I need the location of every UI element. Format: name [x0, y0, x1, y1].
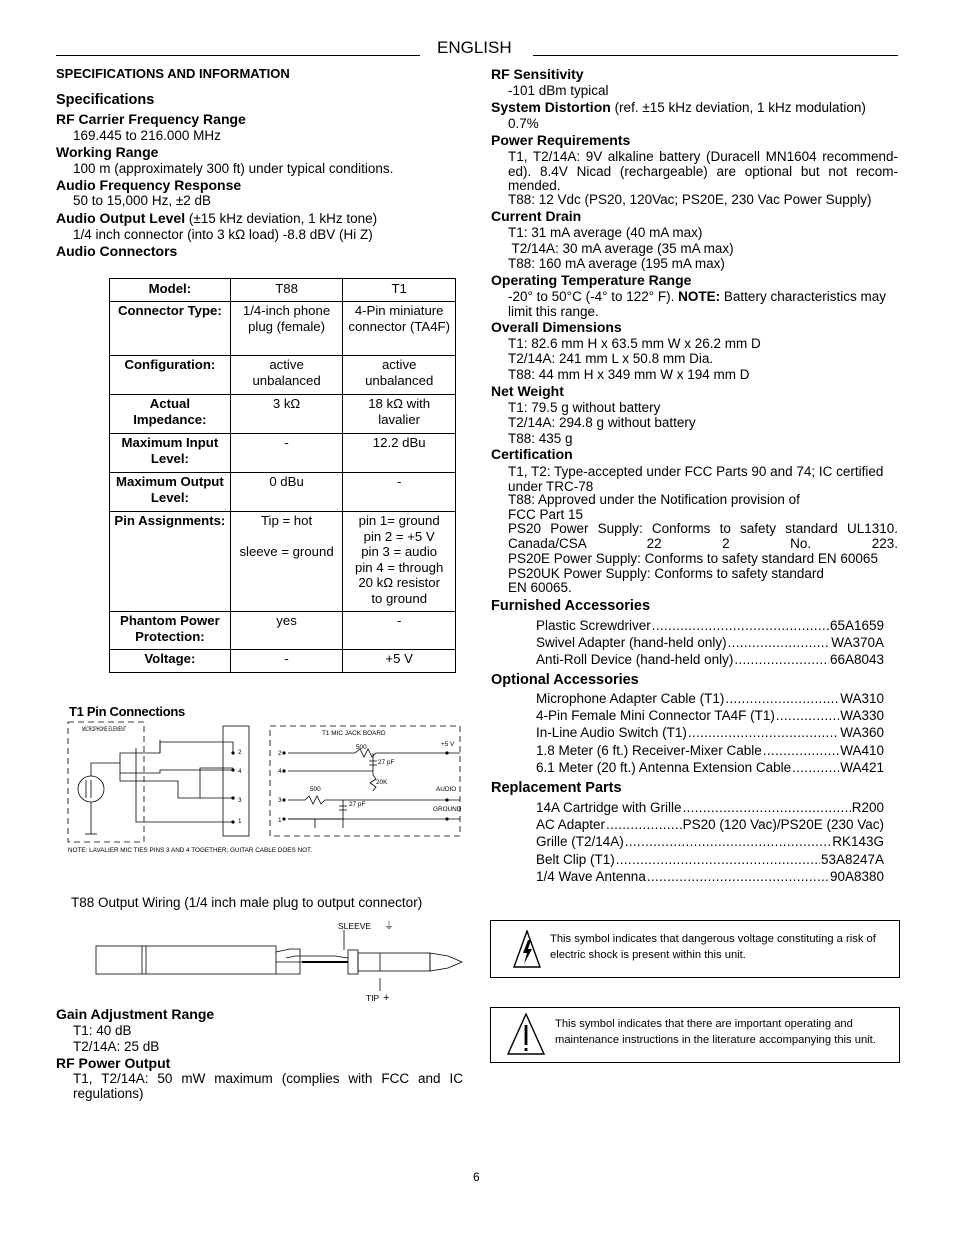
rf-power-value: T1, T2/14A: 50 mW maximum (complies with FCC and IC regulations): [73, 1071, 463, 1101]
cert-4: PS20E Power Supply: Conforms to safety standard EN 60065: [508, 551, 878, 566]
pin-3-left: 3: [238, 797, 242, 804]
header-rule-right: [533, 55, 898, 56]
power-req-label: Power Requirements: [491, 132, 631, 148]
table-cell: +5 V: [343, 650, 456, 673]
audio-connectors-table: [109, 278, 456, 673]
net-weight-label: Net Weight: [491, 383, 564, 399]
list-item: [536, 690, 884, 707]
cert-1: T1, T2: Type-accepted under FCC Parts 90 and 74; IC certified under TRC-78: [508, 464, 884, 494]
audio-label: AUDIO: [436, 786, 457, 793]
list-item: [536, 759, 884, 776]
item-part-number: 65A1659: [829, 618, 884, 633]
table-cell: -: [230, 434, 343, 473]
net-weight-line: T2/14A: 294.8 g without battery: [508, 415, 696, 430]
table-cell: active unbalanced: [230, 356, 343, 395]
table-cell: Tip = hot sleeve = ground: [230, 512, 343, 612]
pin-4-left: 4: [238, 768, 242, 775]
item-name: Swivel Adapter (hand-held only): [536, 635, 727, 651]
item-part-number: PS20 (120 Vac)/PS20E (230 Vac): [682, 817, 884, 833]
item-name: 14A Cartridge with Grille: [536, 800, 682, 815]
list-item: [536, 799, 884, 816]
table-cell: active unbalanced: [343, 356, 456, 395]
list-item: [536, 651, 884, 668]
table-cell: -: [230, 650, 343, 673]
item-part-number: 90A8380: [829, 868, 884, 884]
item-name: 1/4 Wave Antenna: [536, 868, 646, 884]
ground-label: GROUND: [433, 806, 462, 813]
pin-2-right: 2: [278, 750, 282, 757]
dot-leader: [725, 690, 839, 707]
pin-4-right: 4: [278, 768, 282, 775]
table-row-label: Connector Type:: [110, 302, 231, 356]
rf-sensitivity-label: RF Sensitivity: [491, 66, 584, 82]
t1-pin-title: T1 Pin Connections: [69, 704, 185, 719]
system-distortion-label: System Distortion: [491, 99, 611, 115]
table-row-label: Maximum Input Level:: [110, 434, 231, 473]
op-temp-post: Battery characteristics may limit this range.: [508, 289, 886, 319]
item-name: In-Line Audio Switch (T1): [536, 725, 687, 741]
t88-wiring-caption: T88 Output Wiring (1/4 inch male plug to output connector): [71, 895, 423, 910]
warning-voltage-text: This symbol indicates that dangerous voltage constituting a risk of electric shock is present within this unit.: [550, 933, 876, 961]
dimensions-label: Overall Dimensions: [491, 319, 622, 335]
power-req-t88: T88: 12 Vdc (PS20, 120Vac; PS20E, 230 Vac Power Supply): [508, 192, 872, 207]
item-name: Microphone Adapter Cable (T1): [536, 691, 725, 706]
list-item: [536, 868, 884, 885]
table-row: [110, 650, 456, 673]
item-part-number: R200: [851, 800, 884, 815]
gain-t1: T1: 40 dB: [73, 1023, 132, 1038]
dot-leader: [647, 868, 829, 885]
sleeve-label: SLEEVE: [338, 921, 372, 931]
op-temp-text: -20° to 50°C (-4° to 122° F).: [508, 289, 679, 304]
gain-label: Gain Adjustment Range: [56, 1006, 215, 1022]
lightning-warning-icon: [513, 930, 541, 968]
table-cell: yes: [230, 612, 343, 650]
table-row: [110, 434, 456, 473]
c27-bottom-label: 27 pF: [349, 801, 366, 808]
dot-leader: [625, 833, 831, 850]
exclamation-warning-icon: [507, 1013, 545, 1055]
warning-instructions-text: This symbol indicates that there are important operating and maintenance instructions in the literature accompanying this unit.: [555, 1018, 876, 1046]
t1-pin-diagram: [60, 718, 470, 858]
dimensions-line: T2/14A: 241 mm L x 50.8 mm Dia.: [508, 351, 714, 366]
table-cell: 12.2 dBu: [343, 434, 456, 473]
system-distortion-value: 0.7%: [508, 116, 539, 131]
working-range-label: Working Range: [56, 144, 159, 160]
table-row-label: Voltage:: [110, 650, 231, 673]
op-temp-note: NOTE:: [678, 289, 721, 304]
item-part-number: WA330: [840, 708, 884, 724]
audio-freq-value: 50 to 15,000 Hz, ±2 dB: [73, 193, 211, 208]
audio-output-note: (±15 kHz deviation, 1 kHz tone): [185, 211, 378, 226]
item-name: Belt Clip (T1): [536, 851, 615, 867]
item-name: 6.1 Meter (20 ft.) Antenna Extension Cable: [536, 759, 792, 775]
header-rule-left: [56, 55, 420, 56]
cert-2b: FCC Part 15: [508, 507, 584, 522]
item-name: AC Adapter: [536, 817, 606, 833]
list-item: [536, 617, 884, 634]
table-cell: -: [343, 612, 456, 650]
table-row: [110, 279, 456, 302]
dot-leader: [763, 742, 839, 759]
dot-leader: [616, 851, 820, 868]
dot-leader: [776, 707, 839, 724]
table-row-label: Model:: [110, 279, 231, 302]
cert-5a: PS20UK Power Supply: Conforms to safety standard: [508, 566, 824, 581]
table-cell: T88: [230, 279, 343, 302]
audio-output-label: Audio Output Level: [56, 210, 186, 226]
audio-output-value: 1/4 inch connector (into 3 kΩ load) -8.8 dBV (Hi Z): [73, 227, 373, 242]
audio-output-line: [56, 210, 377, 227]
r20k-label: 20K: [376, 779, 388, 786]
r500-bottom-label: 500: [310, 786, 321, 793]
spec-heading: Specifications: [56, 92, 155, 108]
dot-leader: [734, 651, 829, 668]
pin-1-left: 1: [238, 818, 242, 825]
table-row-label: Configuration:: [110, 356, 231, 395]
item-part-number: WA410: [840, 742, 884, 758]
table-cell: pin 1= ground pin 2 = +5 V pin 3 = audio pin 4 = through 20 kΩ resistor to ground: [343, 512, 456, 612]
list-item: [536, 724, 884, 741]
rf-power-label: RF Power Output: [56, 1055, 171, 1071]
item-part-number: WA360: [840, 725, 884, 741]
list-item: [536, 816, 884, 833]
c27-top-label: 27 pF: [378, 759, 395, 766]
rf-sensitivity-value: -101 dBm typical: [508, 83, 609, 98]
power-req-t1: T1, T2/14A: 9V alkaline battery (Duracell MN1604 recommend-ed). 8.4V Nicad (rechargeable) are optional but not recom-mended.: [508, 149, 898, 193]
pin-1-right: 1: [278, 817, 282, 824]
rf-carrier-label: RF Carrier Frequency Range: [56, 111, 246, 127]
table-row-label: Maximum Output Level:: [110, 473, 231, 512]
item-part-number: WA310: [840, 691, 884, 706]
dimensions-line: T88: 44 mm H x 349 mm W x 194 mm D: [508, 367, 750, 382]
dot-leader: [683, 799, 851, 816]
table-cell: T1: [343, 279, 456, 302]
cert-5b: EN 60065.: [508, 580, 572, 595]
t88-wiring-diagram: [90, 916, 470, 1006]
table-row: [110, 512, 456, 612]
item-part-number: WA370A: [831, 635, 884, 651]
board-label: T1 MIC JACK BOARD: [322, 730, 386, 737]
item-part-number: RK143G: [832, 834, 884, 850]
list-item: [536, 707, 884, 724]
current-drain-line: T1: 31 mA average (40 mA max): [508, 225, 703, 240]
op-temp-label: Operating Temperature Range: [491, 272, 692, 288]
list-item: [536, 742, 884, 759]
audio-connectors-label: Audio Connectors: [56, 243, 178, 259]
warning-instructions-box: [490, 1007, 900, 1063]
gain-t2: T2/14A: 25 dB: [73, 1039, 160, 1054]
dot-leader: [688, 724, 839, 741]
table-row: [110, 302, 456, 356]
ground-symbol-icon: ⏚: [384, 921, 394, 932]
table-row-label: Pin Assignments:: [110, 512, 231, 612]
pin-3-right: 3: [278, 797, 282, 804]
furnished-heading: Furnished Accessories: [491, 598, 651, 614]
system-distortion-note: (ref. ±15 kHz deviation, 1 kHz modulation): [610, 100, 866, 115]
dot-leader: [606, 816, 682, 833]
table-cell: -: [343, 473, 456, 512]
working-range-value: 100 m (approximately 300 ft) under typical conditions.: [73, 161, 394, 176]
table-cell: 1/4-inch phone plug (female): [230, 302, 343, 356]
plus-symbol-icon: +: [383, 992, 390, 1004]
pin-2-left: 2: [238, 749, 242, 756]
table-cell: 3 kΩ: [230, 395, 343, 434]
item-name: Plastic Screwdriver: [536, 618, 651, 633]
rf-carrier-value: 169.445 to 216.000 MHz: [73, 128, 221, 143]
section-title: SPECIFICATIONS AND INFORMATION: [56, 66, 290, 81]
page-language: ENGLISH: [437, 38, 512, 57]
page-number: 6: [473, 1170, 480, 1184]
net-weight-line: T88: 435 g: [508, 431, 573, 446]
list-item: [536, 851, 884, 868]
dot-leader: [728, 634, 831, 651]
certification-label: Certification: [491, 446, 573, 462]
optional-heading: Optional Accessories: [491, 672, 639, 688]
tip-label: TIP: [366, 993, 380, 1003]
r500-top-label: 500: [356, 744, 367, 751]
mic-element-label: MICROPHONE ELEMENT: [82, 726, 127, 733]
table-row: [110, 612, 456, 650]
dot-leader: [652, 617, 829, 634]
list-item: [536, 833, 884, 850]
table-row: [110, 473, 456, 512]
op-temp-value: [508, 290, 900, 319]
item-part-number: 66A8043: [829, 652, 884, 668]
table-row-label: Phantom Power Protection:: [110, 612, 231, 650]
dimensions-line: T1: 82.6 mm H x 63.5 mm W x 26.2 mm D: [508, 336, 761, 351]
table-row: [110, 395, 456, 434]
table-cell: 18 kΩ with lavalier: [343, 395, 456, 434]
item-name: Grille (T2/14A): [536, 834, 624, 850]
table-row-label: Actual Impedance:: [110, 395, 231, 434]
current-drain-line: T2/14A: 30 mA average (35 mA max): [508, 241, 734, 256]
list-item: [536, 634, 884, 651]
table-cell: 0 dBu: [230, 473, 343, 512]
item-name: 1.8 Meter (6 ft.) Receiver-Mixer Cable: [536, 742, 762, 758]
net-weight-line: T1: 79.5 g without battery: [508, 400, 661, 415]
cert-3: PS20 Power Supply: Conforms to safety standard UL1310. Canada/CSA 22 2 No. 223.: [508, 521, 898, 551]
item-part-number: WA421: [840, 759, 884, 775]
item-part-number: 53A8247A: [820, 851, 884, 867]
table-cell: 4-Pin miniature connector (TA4F): [343, 302, 456, 356]
audio-freq-label: Audio Frequency Response: [56, 177, 242, 193]
dot-leader: [792, 759, 839, 776]
item-name: 4-Pin Female Mini Connector TA4F (T1): [536, 708, 775, 724]
system-distortion-line: [491, 99, 866, 116]
plus5v-label: +5 V: [441, 741, 455, 748]
table-row: [110, 356, 456, 395]
current-drain-label: Current Drain: [491, 208, 582, 224]
current-drain-line: T88: 160 mA average (195 mA max): [508, 256, 725, 271]
item-name: Anti-Roll Device (hand-held only): [536, 652, 734, 668]
cert-2a: T88: Approved under the Notification provision of: [508, 492, 800, 507]
warning-voltage-box: [490, 920, 900, 978]
pin-note: NOTE: LAVALIER MIC TIES PINS 3 AND 4 TOGETHER; GUITAR CABLE DOES NOT.: [68, 847, 313, 854]
replacement-heading: Replacement Parts: [491, 780, 622, 796]
